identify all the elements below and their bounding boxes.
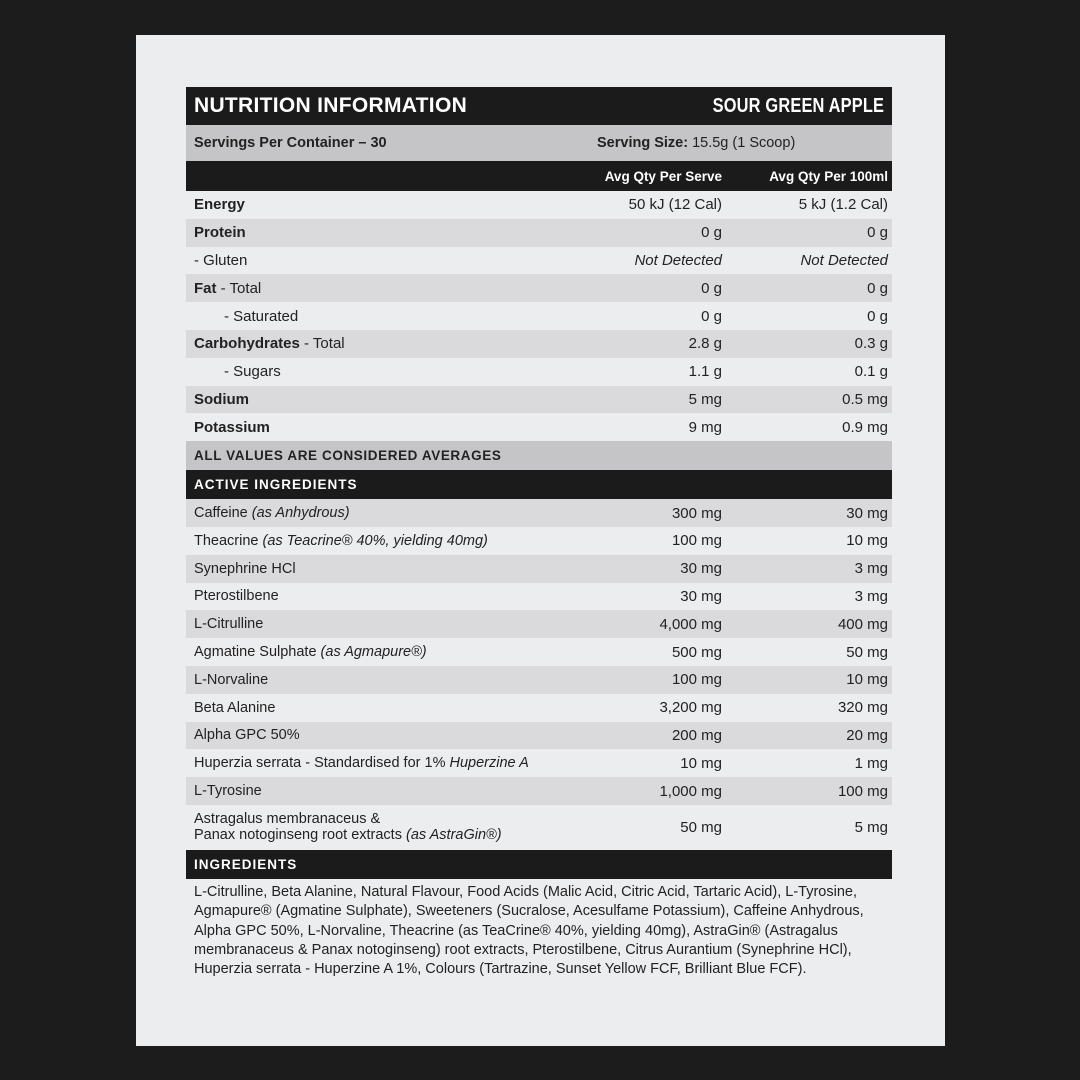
nutrient-label: Protein xyxy=(194,224,246,242)
value-per-serve: 300 mg xyxy=(671,504,722,522)
value-per-100ml: 10 mg xyxy=(846,532,888,550)
ingredient-note: (as Anhydrous) xyxy=(247,505,350,522)
panel-header xyxy=(186,87,892,125)
nutrient-name xyxy=(186,335,582,352)
ingredient-name xyxy=(186,561,582,577)
table-row xyxy=(186,358,892,386)
active-rows xyxy=(186,499,892,805)
table-row xyxy=(186,302,892,330)
nutrient-sub-label: - Saturated xyxy=(224,307,299,325)
astragalus-note: (as AstraGin®) xyxy=(401,827,502,844)
value-per-serve: 1,000 mg xyxy=(659,782,722,800)
value-per-100ml: 0.3 g xyxy=(854,335,888,353)
nutrient-name xyxy=(186,391,582,408)
table-row xyxy=(186,527,892,555)
value-per-100ml: 10 mg xyxy=(846,671,888,689)
table-row xyxy=(186,583,892,611)
value-per-100ml: 3 mg xyxy=(854,587,888,605)
column-header xyxy=(186,161,892,191)
value-per-100ml: 0 g xyxy=(867,224,888,242)
value-per-serve: 10 mg xyxy=(680,754,722,772)
nutrition-rows xyxy=(186,191,892,441)
astragalus-line1: Astragalus membranaceus & xyxy=(194,811,381,828)
value-per-100ml: 0.1 g xyxy=(854,363,888,381)
nutrient-label: Carbohydrates xyxy=(194,335,300,353)
servings-per-container: Servings Per Container – 30 xyxy=(194,135,387,151)
value-per-serve: 50 kJ (12 Cal) xyxy=(628,196,722,214)
value-per-serve: 0 g xyxy=(701,279,722,297)
nutrient-name xyxy=(186,419,582,436)
table-row xyxy=(186,499,892,527)
table-row xyxy=(186,413,892,441)
value-per-serve: 0 g xyxy=(701,224,722,242)
nutrient-name xyxy=(186,308,582,325)
ingredient-name xyxy=(186,588,582,604)
value-per-serve: 200 mg xyxy=(671,726,722,744)
nutrient-name xyxy=(186,224,582,241)
value-per-100ml: 5 kJ (1.2 Cal) xyxy=(798,196,888,214)
ingredient-note: Huperzine A xyxy=(449,755,529,772)
table-row xyxy=(186,694,892,722)
table-row xyxy=(186,555,892,583)
table-row xyxy=(186,247,892,275)
value-per-100ml: 20 mg xyxy=(846,726,888,744)
value-per-100ml: Not Detected xyxy=(800,251,888,269)
nutrient-name xyxy=(186,252,582,269)
ingredient-label: Caffeine xyxy=(194,505,248,522)
astragalus-line2: Panax notoginseng root extracts xyxy=(194,827,402,844)
nutrient-name xyxy=(186,280,582,297)
value-per-100ml: 400 mg xyxy=(837,615,888,633)
table-row xyxy=(186,722,892,750)
ingredients-text: L-Citrulline, Beta Alanine, Natural Flavour, Food Acids (Malic Acid, Citric Acid, Tartaric Acid), L-Tyrosine, Agmapure® (Agmatine Sulphate), Sweeteners (Sucralose, Acesulfame Potassium), Caffeine Anhydrous, Alpha GPC 50%, L-Norvaline, Theacrine (as TeaCrine® 40%, yielding 40mg), AstraGin® (Astragalus membranaceus & Panax notoginseng) root extracts, Pterostilbene, Citrus Aurantium (Synephrine HCl), Huperzia serrata - Huperzine A 1%, Colours (Tartrazine, Sunset Yellow FCF, Brilliant Blue FCF). xyxy=(194,883,864,978)
value-per-100ml: 1 mg xyxy=(854,754,888,772)
ingredient-name xyxy=(186,505,582,521)
ingredient-name xyxy=(186,616,582,632)
value-per-serve: 30 mg xyxy=(680,587,722,605)
value-per-100ml: 0 g xyxy=(867,307,888,325)
value-per-serve: 5 mg xyxy=(688,390,722,408)
nutrient-sub-label: - Total xyxy=(299,335,345,353)
value-per-serve: 100 mg xyxy=(671,532,722,550)
nutrient-name xyxy=(186,196,582,213)
value-per-serve: 30 mg xyxy=(680,560,722,578)
table-row xyxy=(186,749,892,777)
value-per-serve: Not Detected xyxy=(634,251,722,269)
ingredient-label: Pterostilbene xyxy=(194,588,279,605)
value-per-serve: 3,200 mg xyxy=(659,699,722,717)
value-per-100ml: 0.5 mg xyxy=(842,390,888,408)
ingredient-name xyxy=(186,672,582,688)
ingredients-title: INGREDIENTS xyxy=(186,850,892,879)
servings-bar xyxy=(186,125,892,161)
ingredient-label: L-Norvaline xyxy=(194,671,269,688)
col-per-100ml: Avg Qty Per 100ml xyxy=(769,168,888,184)
ingredient-label: L-Tyrosine xyxy=(194,783,262,800)
serving-size xyxy=(597,135,795,151)
table-row xyxy=(186,219,892,247)
value-per-100ml: 100 mg xyxy=(837,782,888,800)
nutrient-label: Energy xyxy=(194,196,245,214)
col-per-serve: Avg Qty Per Serve xyxy=(604,168,722,184)
ingredient-name xyxy=(186,700,582,716)
panel-title: NUTRITION INFORMATION xyxy=(194,94,468,117)
value-per-serve: 1.1 g xyxy=(688,363,722,381)
nutrient-sub-label: - Gluten xyxy=(194,251,248,269)
value-per-serve: 500 mg xyxy=(671,643,722,661)
value-per-100ml: 50 mg xyxy=(846,643,888,661)
averages-note: ALL VALUES ARE CONSIDERED AVERAGES xyxy=(186,441,892,470)
table-row xyxy=(186,610,892,638)
table-row xyxy=(186,777,892,805)
ingredient-name xyxy=(186,783,582,799)
ingredient-name xyxy=(186,755,582,771)
ingredient-note: (as Agmapure®) xyxy=(316,644,427,661)
nutrient-sub-label: - Total xyxy=(216,279,262,297)
ingredient-name xyxy=(186,727,582,743)
active-ingredients-title: ACTIVE INGREDIENTS xyxy=(186,470,892,499)
serving-size-value: 15.5g (1 Scoop) xyxy=(688,135,796,151)
nutrition-panel xyxy=(186,87,892,979)
value-per-100ml: 0.9 mg xyxy=(842,418,888,436)
value-per-serve: 50 mg xyxy=(680,818,722,836)
value-per-100ml: 3 mg xyxy=(854,560,888,578)
ingredient-name xyxy=(186,533,582,549)
table-row xyxy=(186,330,892,358)
ingredient-label: Alpha GPC 50% xyxy=(194,727,300,744)
nutrient-label: Fat xyxy=(194,279,217,297)
value-per-100ml: 30 mg xyxy=(846,504,888,522)
nutrient-sub-label: - Sugars xyxy=(224,363,281,381)
table-row xyxy=(186,666,892,694)
table-row xyxy=(186,274,892,302)
table-row xyxy=(186,191,892,219)
ingredient-label: Synephrine HCl xyxy=(194,560,296,577)
ingredient-label: Beta Alanine xyxy=(194,699,276,716)
value-per-serve: 4,000 mg xyxy=(659,615,722,633)
value-per-serve: 2.8 g xyxy=(688,335,722,353)
value-per-serve: 9 mg xyxy=(688,418,722,436)
value-per-100ml: 5 mg xyxy=(854,818,888,836)
ingredient-name xyxy=(186,811,582,843)
table-row xyxy=(186,386,892,414)
ingredient-label: L-Citrulline xyxy=(194,616,264,633)
ingredient-label: Huperzia serrata - Standardised for 1% xyxy=(194,755,450,772)
ingredient-label: Theacrine xyxy=(194,532,259,549)
serving-size-label: Serving Size: xyxy=(597,135,689,151)
value-per-100ml: 0 g xyxy=(867,279,888,297)
ingredient-label: Agmatine Sulphate xyxy=(194,644,317,661)
nutrient-name xyxy=(186,363,582,380)
ingredient-note: (as Teacrine® 40%, yielding 40mg) xyxy=(258,532,488,549)
flavor-name: SOUR GREEN APPLE xyxy=(712,94,884,117)
value-per-serve: 0 g xyxy=(701,307,722,325)
value-per-100ml: 320 mg xyxy=(837,699,888,717)
ingredient-name xyxy=(186,644,582,660)
nutrient-label: Potassium xyxy=(194,418,270,436)
table-row xyxy=(186,805,892,850)
table-row xyxy=(186,638,892,666)
value-per-serve: 100 mg xyxy=(671,671,722,689)
nutrient-label: Sodium xyxy=(194,390,249,408)
